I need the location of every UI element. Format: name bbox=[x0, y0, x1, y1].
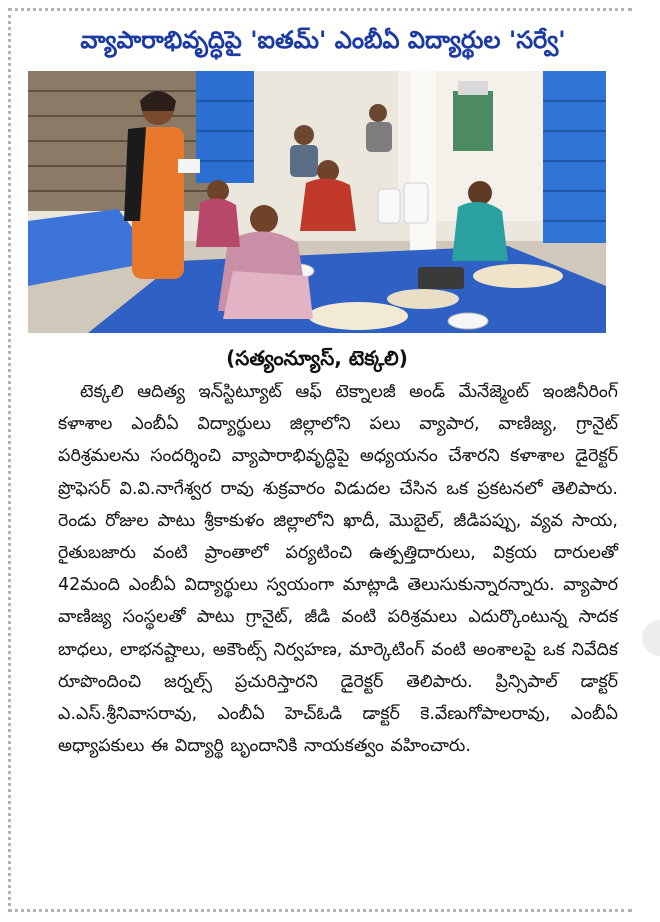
article-photo bbox=[28, 71, 606, 333]
article-dateline: (సత్యంన్యూస్, టెక్కలి) bbox=[226, 346, 408, 370]
scroll-indicator bbox=[642, 620, 660, 656]
workshop-photo-illustration bbox=[28, 71, 606, 333]
article-headline: వ్యాపారాభివృద్ధిపై 'ఐతమ్' ఎంబీఏ విద్యార్థుల 'సర్వే' bbox=[80, 26, 566, 54]
article-body: టెక్కలి ఆదిత్య ఇన్‌స్టిట్యూట్ ఆఫ్ టెక్నాలజీ అండ్ మేనేజ్మెంట్ ఇంజినీరింగ్ కళాశాల ఎంబీఏ విద్యార్థులు జిల్లాలోని పలు వ్యాపార, వాణిజ్య, గ్రానైట్ పరిశ్రమలను సందర్శించి వ్యాపారాభివృద్ధిపై అధ్యయనం చేశారని కళాశాల డైరెక్టర్ ప్రొఫెసర్ వి.వి.నాగేశ్వర రావు శుక్రవారం విడుదల చేసిన ఒక ప్రకటనలో తెలిపారు. రెండు రోజుల పాటు శ్రీకాకుళం జిల్లాలోని ఖాదీ, మొబైల్, జీడిపప్పు, వ్యవ సాయ, రైతుబజారు వంటి ప్రాంతాలో పర్యటించి ఉత్పత్తిదారులు, విక్రయ దారులతో 42మంది ఎంబీఏ విద్యార్థులు స్వయంగా మాట్లాడి తెలుసుకున్నారన్నారు. వ్యాపార వాణిజ్య సంస్థలతో పాటు గ్రానైట్, జీడి వంటి పరిశ్రమలు ఎదుర్కొంటున్న సాదక బాధలు, లాభనష్టాలు, అకౌంట్స్ నిర్వహణ, మార్కెటింగ్ వంటి అంశాలపై ఒక నివేదిక రూపొందించి జర్నల్స్ ప్రచురిస్తారని డైరెక్టర్ తెలిపారు. ప్రిన్సిపాల్ డాక్టర్ ఎ.ఎస్.శ్రీనివాసరావు, ఎంబీఏ హెచ్ఓడి డాక్టర్ కె.వేణుగోపాలరావు, ఎంబీఏ అధ్యాపకులు ఈ విద్యార్థి బృందానికి నాయకత్వం వహించారు. bbox=[58, 382, 618, 757]
